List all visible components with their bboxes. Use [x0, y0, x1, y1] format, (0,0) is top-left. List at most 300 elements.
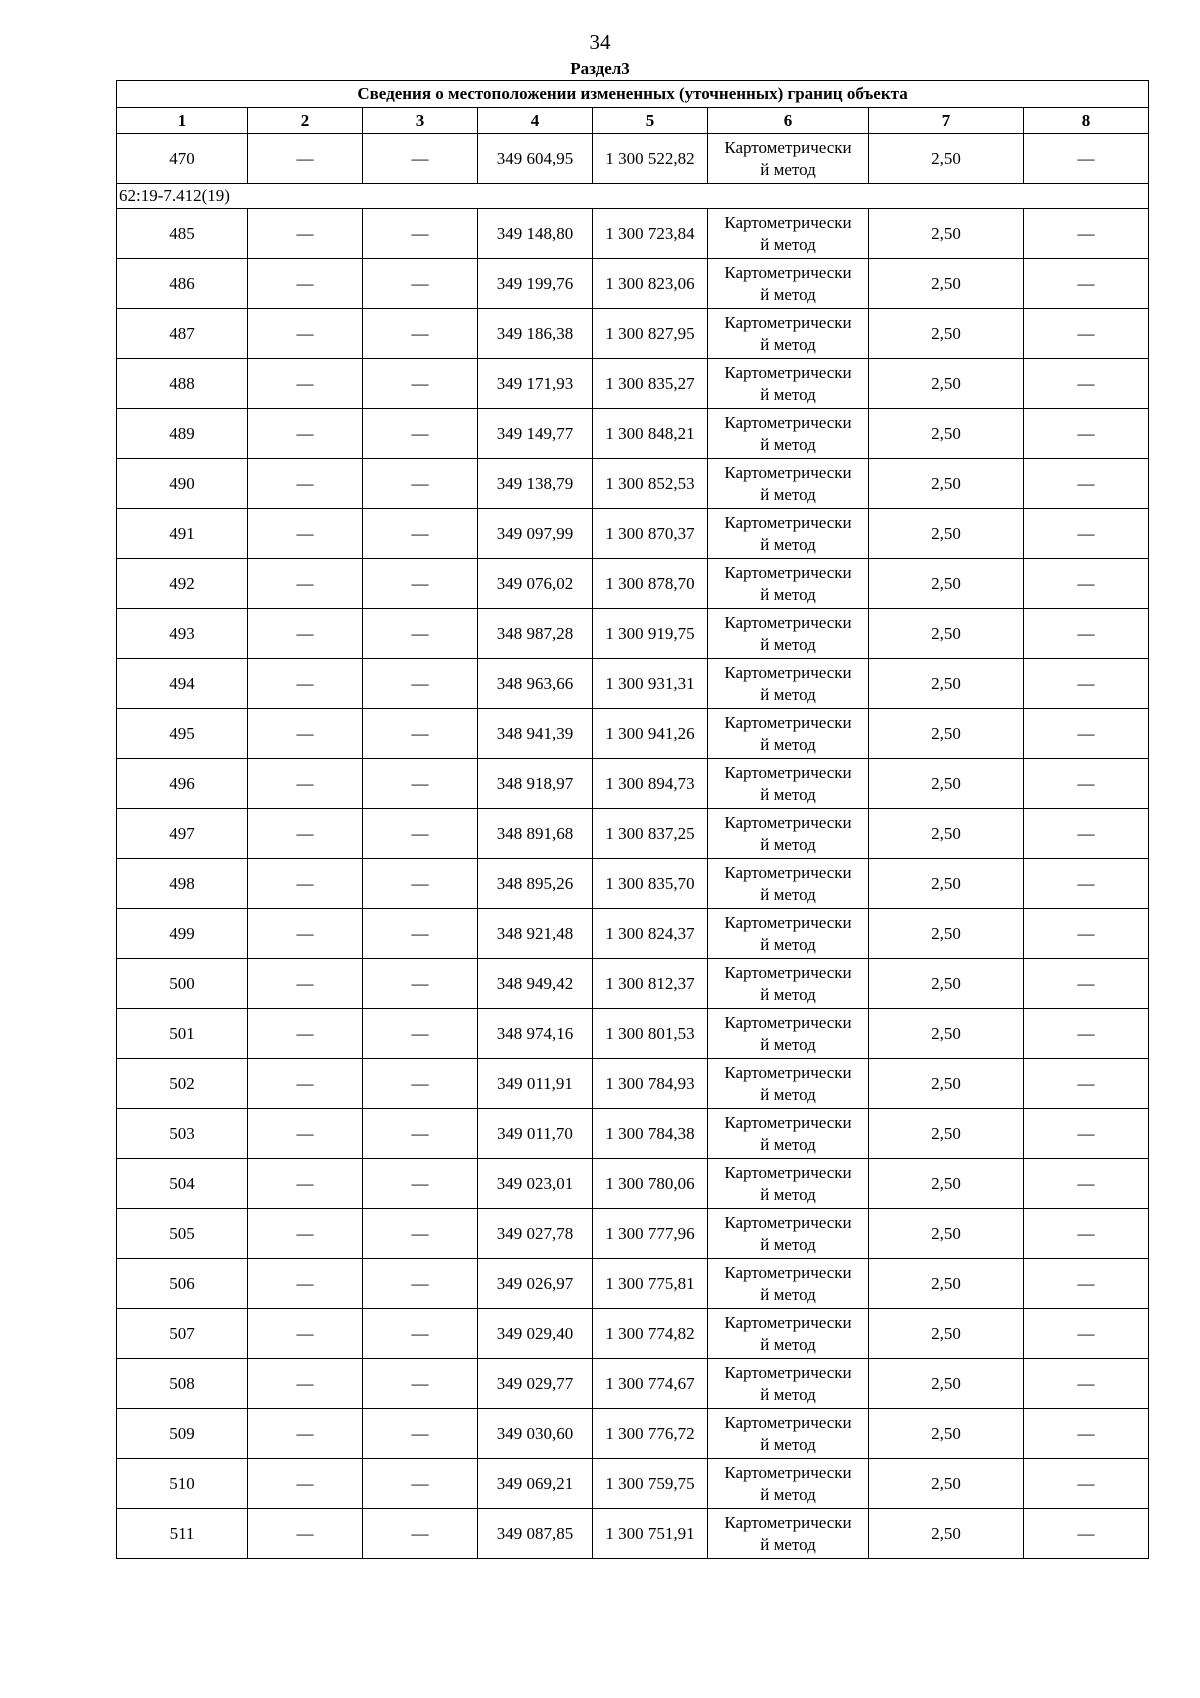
accuracy-cell: 2,50	[869, 309, 1024, 359]
x-coordinate-cell: 349 097,99	[478, 509, 593, 559]
x-coordinate-cell: 349 076,02	[478, 559, 593, 609]
table-row	[117, 859, 1149, 909]
method-text-line1: Картометрически	[724, 1262, 852, 1282]
method-cell	[708, 134, 869, 184]
col8-cell: —	[1024, 1359, 1149, 1409]
y-coordinate-cell: 1 300 931,31	[593, 659, 708, 709]
col2-cell: —	[248, 909, 363, 959]
x-coordinate-cell: 349 023,01	[478, 1159, 593, 1209]
column-number: 5	[593, 108, 708, 134]
table-row	[117, 609, 1149, 659]
col8-cell: —	[1024, 609, 1149, 659]
col2-cell: —	[248, 1159, 363, 1209]
point-number-cell: 498	[117, 859, 248, 909]
method-text-line1: Картометрически	[724, 262, 852, 282]
x-coordinate-cell: 349 026,97	[478, 1259, 593, 1309]
table-row	[117, 259, 1149, 309]
point-number-cell: 499	[117, 909, 248, 959]
col8-cell: —	[1024, 659, 1149, 709]
method-cell	[708, 459, 869, 509]
col8-cell: —	[1024, 909, 1149, 959]
table-group-row	[117, 184, 1149, 209]
method-text-line1: Картометрически	[724, 862, 852, 882]
col3-cell: —	[363, 759, 478, 809]
method-text-line1: Картометрически	[724, 1062, 852, 1082]
table-row	[117, 659, 1149, 709]
method-text-line2: й метод	[760, 484, 816, 504]
table-row	[117, 1309, 1149, 1359]
x-coordinate-cell: 348 891,68	[478, 809, 593, 859]
x-coordinate-cell: 349 186,38	[478, 309, 593, 359]
table-row	[117, 1409, 1149, 1459]
table-row	[117, 1509, 1149, 1559]
method-cell	[708, 1359, 869, 1409]
method-text-line2: й метод	[760, 1384, 816, 1404]
col3-cell: —	[363, 1259, 478, 1309]
col8-cell: —	[1024, 759, 1149, 809]
table-row	[117, 709, 1149, 759]
x-coordinate-cell: 348 918,97	[478, 759, 593, 809]
col3-cell: —	[363, 1459, 478, 1509]
point-number-cell: 496	[117, 759, 248, 809]
table-row	[117, 909, 1149, 959]
table-row	[117, 959, 1149, 1009]
y-coordinate-cell: 1 300 784,38	[593, 1109, 708, 1159]
method-text-line2: й метод	[760, 1234, 816, 1254]
accuracy-cell: 2,50	[869, 134, 1024, 184]
point-number-cell: 490	[117, 459, 248, 509]
col2-cell: —	[248, 1209, 363, 1259]
accuracy-cell: 2,50	[869, 1209, 1024, 1259]
y-coordinate-cell: 1 300 777,96	[593, 1209, 708, 1259]
method-text-line1: Картометрически	[724, 562, 852, 582]
col3-cell: —	[363, 1409, 478, 1459]
x-coordinate-cell: 348 974,16	[478, 1009, 593, 1059]
method-text-line1: Картометрически	[724, 1462, 852, 1482]
x-coordinate-cell: 348 941,39	[478, 709, 593, 759]
x-coordinate-cell: 349 149,77	[478, 409, 593, 459]
accuracy-cell: 2,50	[869, 959, 1024, 1009]
x-coordinate-cell: 348 921,48	[478, 909, 593, 959]
method-text-line2: й метод	[760, 784, 816, 804]
point-number-cell: 510	[117, 1459, 248, 1509]
y-coordinate-cell: 1 300 751,91	[593, 1509, 708, 1559]
y-coordinate-cell: 1 300 776,72	[593, 1409, 708, 1459]
point-number-cell: 501	[117, 1009, 248, 1059]
method-cell	[708, 409, 869, 459]
col8-cell: —	[1024, 134, 1149, 184]
point-number-cell: 503	[117, 1109, 248, 1159]
point-number-cell: 470	[117, 134, 248, 184]
method-text-line2: й метод	[760, 1284, 816, 1304]
col3-cell: —	[363, 1359, 478, 1409]
method-cell	[708, 1009, 869, 1059]
col8-cell: —	[1024, 1109, 1149, 1159]
accuracy-cell: 2,50	[869, 1459, 1024, 1509]
col2-cell: —	[248, 1309, 363, 1359]
col8-cell: —	[1024, 459, 1149, 509]
table-row	[117, 409, 1149, 459]
column-number: 8	[1024, 108, 1149, 134]
method-cell	[708, 959, 869, 1009]
method-text-line2: й метод	[760, 1534, 816, 1554]
method-text-line1: Картометрически	[724, 1362, 852, 1382]
point-number-cell: 493	[117, 609, 248, 659]
method-text-line2: й метод	[760, 884, 816, 904]
table-row	[117, 1459, 1149, 1509]
method-text-line1: Картометрически	[724, 612, 852, 632]
col3-cell: —	[363, 1209, 478, 1259]
point-number-cell: 485	[117, 209, 248, 259]
x-coordinate-cell: 349 011,91	[478, 1059, 593, 1109]
method-text-line2: й метод	[760, 1484, 816, 1504]
method-cell	[708, 759, 869, 809]
method-text-line2: й метод	[760, 1134, 816, 1154]
method-text-line1: Картометрически	[724, 362, 852, 382]
accuracy-cell: 2,50	[869, 609, 1024, 659]
accuracy-cell: 2,50	[869, 509, 1024, 559]
accuracy-cell: 2,50	[869, 259, 1024, 309]
accuracy-cell: 2,50	[869, 409, 1024, 459]
table-caption-row	[117, 81, 1149, 108]
col8-cell: —	[1024, 1509, 1149, 1559]
y-coordinate-cell: 1 300 941,26	[593, 709, 708, 759]
x-coordinate-cell: 349 171,93	[478, 359, 593, 409]
method-text-line1: Картометрически	[724, 1512, 852, 1532]
col2-cell: —	[248, 459, 363, 509]
col8-cell: —	[1024, 509, 1149, 559]
accuracy-cell: 2,50	[869, 1159, 1024, 1209]
method-text-line1: Картометрически	[724, 137, 852, 157]
accuracy-cell: 2,50	[869, 1359, 1024, 1409]
y-coordinate-cell: 1 300 522,82	[593, 134, 708, 184]
y-coordinate-cell: 1 300 774,82	[593, 1309, 708, 1359]
col3-cell: —	[363, 609, 478, 659]
method-text-line1: Картометрически	[724, 512, 852, 532]
col2-cell: —	[248, 1409, 363, 1459]
col3-cell: —	[363, 1109, 478, 1159]
method-text-line1: Картометрически	[724, 712, 852, 732]
accuracy-cell: 2,50	[869, 909, 1024, 959]
accuracy-cell: 2,50	[869, 809, 1024, 859]
col2-cell: —	[248, 1459, 363, 1509]
col2-cell: —	[248, 209, 363, 259]
col3-cell: —	[363, 1309, 478, 1359]
table-row	[117, 1059, 1149, 1109]
col8-cell: —	[1024, 1259, 1149, 1309]
method-text-line2: й метод	[760, 1034, 816, 1054]
col3-cell: —	[363, 859, 478, 909]
method-text-line2: й метод	[760, 934, 816, 954]
point-number-cell: 505	[117, 1209, 248, 1259]
point-number-cell: 509	[117, 1409, 248, 1459]
method-text-line1: Картометрически	[724, 412, 852, 432]
col2-cell: —	[248, 134, 363, 184]
col3-cell: —	[363, 459, 478, 509]
col2-cell: —	[248, 1009, 363, 1059]
y-coordinate-cell: 1 300 784,93	[593, 1059, 708, 1109]
x-coordinate-cell: 349 138,79	[478, 459, 593, 509]
table-row	[117, 134, 1149, 184]
y-coordinate-cell: 1 300 919,75	[593, 609, 708, 659]
method-text-line2: й метод	[760, 234, 816, 254]
col2-cell: —	[248, 959, 363, 1009]
point-number-cell: 487	[117, 309, 248, 359]
method-text-line1: Картометрически	[724, 762, 852, 782]
method-cell	[708, 1159, 869, 1209]
x-coordinate-cell: 349 087,85	[478, 1509, 593, 1559]
col3-cell: —	[363, 1509, 478, 1559]
col2-cell: —	[248, 309, 363, 359]
col8-cell: —	[1024, 709, 1149, 759]
y-coordinate-cell: 1 300 837,25	[593, 809, 708, 859]
x-coordinate-cell: 349 011,70	[478, 1109, 593, 1159]
method-text-line1: Картометрически	[724, 212, 852, 232]
y-coordinate-cell: 1 300 774,67	[593, 1359, 708, 1409]
method-text-line2: й метод	[760, 684, 816, 704]
column-number: 3	[363, 108, 478, 134]
x-coordinate-cell: 349 027,78	[478, 1209, 593, 1259]
col8-cell: —	[1024, 959, 1149, 1009]
col3-cell: —	[363, 1159, 478, 1209]
col2-cell: —	[248, 359, 363, 409]
table-row	[117, 1109, 1149, 1159]
col8-cell: —	[1024, 559, 1149, 609]
accuracy-cell: 2,50	[869, 659, 1024, 709]
col3-cell: —	[363, 134, 478, 184]
x-coordinate-cell: 349 604,95	[478, 134, 593, 184]
method-text-line1: Картометрически	[724, 1212, 852, 1232]
method-cell	[708, 709, 869, 759]
col2-cell: —	[248, 859, 363, 909]
column-number: 1	[117, 108, 248, 134]
column-number: 7	[869, 108, 1024, 134]
method-text-line1: Картометрически	[724, 812, 852, 832]
x-coordinate-cell: 348 963,66	[478, 659, 593, 709]
method-text-line1: Картометрически	[724, 912, 852, 932]
y-coordinate-cell: 1 300 827,95	[593, 309, 708, 359]
y-coordinate-cell: 1 300 835,27	[593, 359, 708, 409]
method-text-line2: й метод	[760, 584, 816, 604]
method-text-line1: Картометрически	[724, 962, 852, 982]
table-row	[117, 209, 1149, 259]
point-number-cell: 494	[117, 659, 248, 709]
y-coordinate-cell: 1 300 801,53	[593, 1009, 708, 1059]
accuracy-cell: 2,50	[869, 559, 1024, 609]
accuracy-cell: 2,50	[869, 709, 1024, 759]
method-text-line2: й метод	[760, 159, 816, 179]
accuracy-cell: 2,50	[869, 1009, 1024, 1059]
table-caption: Сведения о местоположении измененных (уточненных) границ объекта	[117, 81, 1149, 108]
y-coordinate-cell: 1 300 780,06	[593, 1159, 708, 1209]
col8-cell: —	[1024, 1459, 1149, 1509]
accuracy-cell: 2,50	[869, 759, 1024, 809]
col2-cell: —	[248, 759, 363, 809]
column-number-row	[117, 108, 1149, 134]
table-row	[117, 309, 1149, 359]
method-text-line1: Картометрически	[724, 1312, 852, 1332]
method-cell	[708, 309, 869, 359]
col2-cell: —	[248, 809, 363, 859]
x-coordinate-cell: 349 148,80	[478, 209, 593, 259]
table-row	[117, 809, 1149, 859]
accuracy-cell: 2,50	[869, 459, 1024, 509]
method-text-line1: Картометрически	[724, 662, 852, 682]
accuracy-cell: 2,50	[869, 209, 1024, 259]
col8-cell: —	[1024, 1059, 1149, 1109]
x-coordinate-cell: 348 949,42	[478, 959, 593, 1009]
method-text-line2: й метод	[760, 334, 816, 354]
col3-cell: —	[363, 809, 478, 859]
method-cell	[708, 559, 869, 609]
col8-cell: —	[1024, 359, 1149, 409]
method-cell	[708, 859, 869, 909]
method-cell	[708, 1259, 869, 1309]
x-coordinate-cell: 349 199,76	[478, 259, 593, 309]
method-cell	[708, 509, 869, 559]
y-coordinate-cell: 1 300 812,37	[593, 959, 708, 1009]
table-row	[117, 1359, 1149, 1409]
col2-cell: —	[248, 259, 363, 309]
x-coordinate-cell: 348 987,28	[478, 609, 593, 659]
table-body	[117, 134, 1149, 1559]
y-coordinate-cell: 1 300 823,06	[593, 259, 708, 309]
y-coordinate-cell: 1 300 870,37	[593, 509, 708, 559]
col2-cell: —	[248, 409, 363, 459]
method-cell	[708, 1209, 869, 1259]
col3-cell: —	[363, 659, 478, 709]
x-coordinate-cell: 348 895,26	[478, 859, 593, 909]
accuracy-cell: 2,50	[869, 859, 1024, 909]
y-coordinate-cell: 1 300 852,53	[593, 459, 708, 509]
point-number-cell: 507	[117, 1309, 248, 1359]
y-coordinate-cell: 1 300 824,37	[593, 909, 708, 959]
accuracy-cell: 2,50	[869, 1059, 1024, 1109]
col2-cell: —	[248, 559, 363, 609]
col3-cell: —	[363, 559, 478, 609]
method-text-line2: й метод	[760, 634, 816, 654]
accuracy-cell: 2,50	[869, 359, 1024, 409]
col3-cell: —	[363, 959, 478, 1009]
accuracy-cell: 2,50	[869, 1409, 1024, 1459]
col8-cell: —	[1024, 809, 1149, 859]
point-number-cell: 504	[117, 1159, 248, 1209]
method-cell	[708, 1309, 869, 1359]
method-cell	[708, 1409, 869, 1459]
col2-cell: —	[248, 509, 363, 559]
accuracy-cell: 2,50	[869, 1509, 1024, 1559]
table-row	[117, 509, 1149, 559]
col8-cell: —	[1024, 1009, 1149, 1059]
col3-cell: —	[363, 909, 478, 959]
parcel-group-label: 62:19-7.412(19)	[117, 184, 1149, 209]
table-row	[117, 1209, 1149, 1259]
column-number: 2	[248, 108, 363, 134]
accuracy-cell: 2,50	[869, 1309, 1024, 1359]
method-cell	[708, 359, 869, 409]
col8-cell: —	[1024, 1159, 1149, 1209]
col2-cell: —	[248, 1359, 363, 1409]
col3-cell: —	[363, 359, 478, 409]
method-text-line2: й метод	[760, 734, 816, 754]
table-row	[117, 1259, 1149, 1309]
point-number-cell: 497	[117, 809, 248, 859]
col2-cell: —	[248, 1059, 363, 1109]
point-number-cell: 489	[117, 409, 248, 459]
col2-cell: —	[248, 1259, 363, 1309]
y-coordinate-cell: 1 300 759,75	[593, 1459, 708, 1509]
method-cell	[708, 609, 869, 659]
y-coordinate-cell: 1 300 878,70	[593, 559, 708, 609]
point-number-cell: 511	[117, 1509, 248, 1559]
x-coordinate-cell: 349 029,40	[478, 1309, 593, 1359]
method-text-line1: Картометрически	[724, 1012, 852, 1032]
method-text-line2: й метод	[760, 384, 816, 404]
point-number-cell: 495	[117, 709, 248, 759]
table-row	[117, 1159, 1149, 1209]
method-text-line1: Картометрически	[724, 462, 852, 482]
point-number-cell: 508	[117, 1359, 248, 1409]
table-row	[117, 759, 1149, 809]
col2-cell: —	[248, 609, 363, 659]
method-text-line2: й метод	[760, 1334, 816, 1354]
method-text-line2: й метод	[760, 1084, 816, 1104]
table-row	[117, 559, 1149, 609]
method-cell	[708, 1109, 869, 1159]
method-text-line1: Картометрически	[724, 1412, 852, 1432]
method-cell	[708, 209, 869, 259]
col2-cell: —	[248, 1509, 363, 1559]
x-coordinate-cell: 349 030,60	[478, 1409, 593, 1459]
method-text-line2: й метод	[760, 1184, 816, 1204]
point-number-cell: 500	[117, 959, 248, 1009]
method-text-line2: й метод	[760, 284, 816, 304]
col8-cell: —	[1024, 859, 1149, 909]
page-number: 34	[589, 30, 611, 54]
col3-cell: —	[363, 259, 478, 309]
method-cell	[708, 909, 869, 959]
method-text-line2: й метод	[760, 434, 816, 454]
table-row	[117, 1009, 1149, 1059]
method-cell	[708, 1459, 869, 1509]
accuracy-cell: 2,50	[869, 1259, 1024, 1309]
point-number-cell: 502	[117, 1059, 248, 1109]
col3-cell: —	[363, 709, 478, 759]
col8-cell: —	[1024, 1409, 1149, 1459]
section-title: Раздел3	[570, 59, 630, 78]
table-row	[117, 459, 1149, 509]
method-text-line2: й метод	[760, 984, 816, 1004]
y-coordinate-cell: 1 300 775,81	[593, 1259, 708, 1309]
accuracy-cell: 2,50	[869, 1109, 1024, 1159]
method-text-line1: Картометрически	[724, 312, 852, 332]
method-cell	[708, 259, 869, 309]
y-coordinate-cell: 1 300 723,84	[593, 209, 708, 259]
col8-cell: —	[1024, 259, 1149, 309]
method-cell	[708, 1509, 869, 1559]
col2-cell: —	[248, 1109, 363, 1159]
boundary-coordinates-table	[116, 80, 1149, 1559]
col8-cell: —	[1024, 1209, 1149, 1259]
point-number-cell: 506	[117, 1259, 248, 1309]
method-text-line1: Картометрически	[724, 1162, 852, 1182]
y-coordinate-cell: 1 300 894,73	[593, 759, 708, 809]
method-text-line2: й метод	[760, 834, 816, 854]
x-coordinate-cell: 349 069,21	[478, 1459, 593, 1509]
col8-cell: —	[1024, 309, 1149, 359]
table-row	[117, 359, 1149, 409]
column-number: 6	[708, 108, 869, 134]
